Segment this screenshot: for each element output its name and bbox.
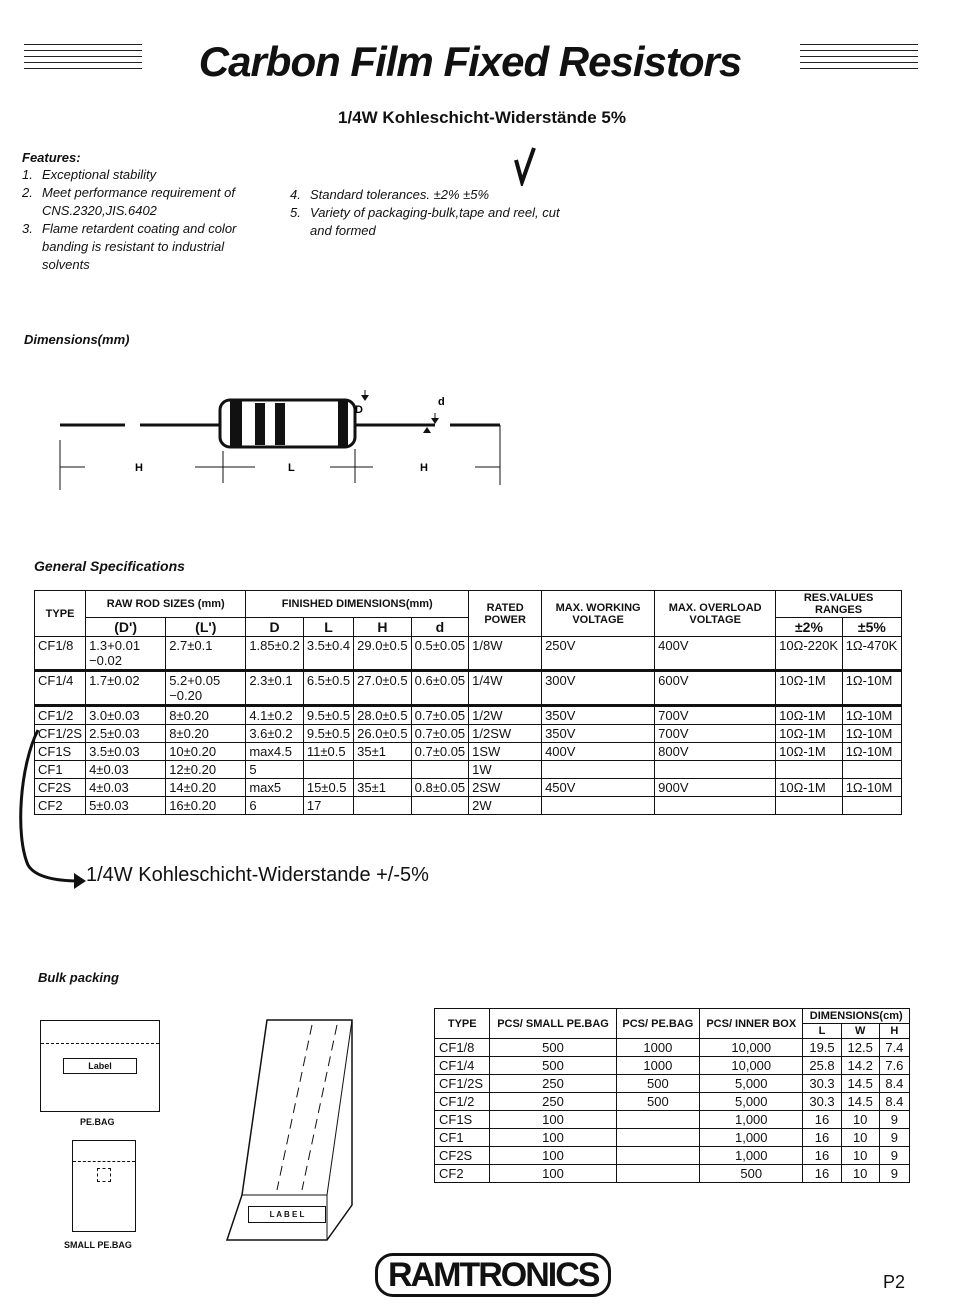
- cell-type: CF1: [35, 761, 86, 779]
- col-dimensions: DIMENSIONS(cm): [803, 1009, 910, 1024]
- cell-inner: 500: [700, 1165, 803, 1183]
- cell-power: 2W: [469, 797, 542, 815]
- table-row: [35, 779, 902, 797]
- cell-type: CF1/4: [35, 671, 86, 706]
- cell-W: 14.5: [841, 1093, 879, 1111]
- cell-r5: 1Ω-10M: [842, 706, 901, 725]
- cell-r5: 1Ω-10M: [842, 779, 901, 797]
- cell-Lrod: 8±0.20: [166, 725, 246, 743]
- cell-Drod: 4±0.03: [86, 761, 166, 779]
- cell-d: 0.6±0.05: [411, 671, 469, 706]
- table-row: [35, 637, 902, 671]
- pe-bag-illustration: [40, 1020, 160, 1112]
- cell-H: 9: [879, 1165, 909, 1183]
- table-row-highlighted: [35, 671, 902, 706]
- col-tol5: ±5%: [842, 618, 901, 637]
- cell-L: 6.5±0.5: [303, 671, 353, 706]
- cell-W: 10: [841, 1147, 879, 1165]
- cell-work: 400V: [542, 743, 655, 761]
- cell-r5: [842, 761, 901, 779]
- col-d: d: [411, 618, 469, 637]
- pe-bag-label: Label: [63, 1058, 137, 1074]
- dim-label-H-left: H: [135, 462, 143, 474]
- col-D-rod: (D'): [86, 618, 166, 637]
- features-left-list: [22, 166, 272, 274]
- cell-work: 450V: [542, 779, 655, 797]
- col-pe-bag: PCS/ PE.BAG: [616, 1009, 700, 1039]
- cell-d: 0.8±0.05: [411, 779, 469, 797]
- box-label: L A B E L: [248, 1206, 326, 1223]
- cell-type: CF1: [435, 1129, 490, 1147]
- cell-pe: 500: [616, 1093, 700, 1111]
- cell-W: 12.5: [841, 1039, 879, 1057]
- cell-r5: [842, 797, 901, 815]
- col-type: TYPE: [435, 1009, 490, 1039]
- cell-type: CF1/4: [435, 1057, 490, 1075]
- col-raw-rod: RAW ROD SIZES (mm): [86, 591, 246, 618]
- dim-label-d: d: [438, 396, 445, 408]
- cell-W: 14.2: [841, 1057, 879, 1075]
- cell-H: 26.0±0.5: [354, 725, 412, 743]
- cell-Lrod: 5.2+0.05 −0.20: [166, 671, 246, 706]
- col-W: W: [841, 1024, 879, 1039]
- bulk-packing-table: [434, 1008, 910, 1183]
- cell-Drod: 5±0.03: [86, 797, 166, 815]
- page-number: P2: [883, 1272, 906, 1292]
- cell-small: 100: [490, 1165, 616, 1183]
- handwritten-note: 1/4W Kohleschicht-Widerstande +/-5%: [86, 864, 429, 886]
- cell-d: [411, 797, 469, 815]
- cell-over: [655, 761, 776, 779]
- cell-pe: [616, 1147, 700, 1165]
- cell-H: 35±1: [354, 779, 412, 797]
- cell-type: CF1/2S: [35, 725, 86, 743]
- cell-pe: [616, 1129, 700, 1147]
- cell-type: CF1/8: [435, 1039, 490, 1057]
- col-L: L: [303, 618, 353, 637]
- cell-L: 16: [803, 1111, 841, 1129]
- cell-d: 0.5±0.05: [411, 637, 469, 671]
- cell-L: 30.3: [803, 1093, 841, 1111]
- cell-L: 30.3: [803, 1075, 841, 1093]
- cell-power: 1/2W: [469, 706, 542, 725]
- cell-small: 100: [490, 1147, 616, 1165]
- cell-over: 800V: [655, 743, 776, 761]
- col-H: H: [879, 1024, 909, 1039]
- table-row: [435, 1057, 910, 1075]
- cell-H: 29.0±0.5: [354, 637, 412, 671]
- cell-Drod: 3.5±0.03: [86, 743, 166, 761]
- cell-small: 500: [490, 1039, 616, 1057]
- cell-small: 250: [490, 1093, 616, 1111]
- page-subtitle: 1/4W Kohleschicht-Widerstände 5%: [338, 108, 626, 127]
- title-rule-right: [800, 44, 918, 76]
- table-row: [35, 797, 902, 815]
- cell-H: [354, 761, 412, 779]
- cell-type: CF2: [35, 797, 86, 815]
- general-specs-table: [34, 590, 902, 815]
- table-row: [35, 725, 902, 743]
- feature-item: 2. Meet performance requirement of CNS.2320,JIS.6402: [22, 185, 235, 218]
- cell-D: 5: [246, 761, 304, 779]
- cell-over: [655, 797, 776, 815]
- table-row: [435, 1075, 910, 1093]
- cell-r2: [776, 797, 843, 815]
- cell-work: 250V: [542, 637, 655, 671]
- cell-Lrod: 8±0.20: [166, 706, 246, 725]
- cell-d: 0.7±0.05: [411, 706, 469, 725]
- dim-label-L: L: [288, 462, 295, 474]
- cell-Lrod: 14±0.20: [166, 779, 246, 797]
- title-rule-left: [24, 44, 142, 76]
- cell-inner: 10,000: [700, 1039, 803, 1057]
- cell-r2: [776, 761, 843, 779]
- cell-H: 9: [879, 1147, 909, 1165]
- col-D: D: [246, 618, 304, 637]
- cell-Drod: 3.0±0.03: [86, 706, 166, 725]
- col-max-overload: MAX. OVERLOAD VOLTAGE: [655, 591, 776, 637]
- col-inner-box: PCS/ INNER BOX: [700, 1009, 803, 1039]
- cell-D: 1.85±0.2: [246, 637, 304, 671]
- ramtronics-logo: RAMTRONICS: [375, 1256, 611, 1295]
- cell-type: CF1S: [435, 1111, 490, 1129]
- cell-pe: 500: [616, 1075, 700, 1093]
- features-heading: Features:: [22, 150, 81, 165]
- table-row: [435, 1111, 910, 1129]
- cell-pe: [616, 1165, 700, 1183]
- table-row: [435, 1093, 910, 1111]
- cell-r5: 1Ω-10M: [842, 725, 901, 743]
- cell-inner: 5,000: [700, 1075, 803, 1093]
- cell-pe: [616, 1111, 700, 1129]
- feature-item: 5. Variety of packaging-bulk,tape and reel, cut and formed: [290, 205, 560, 238]
- cell-over: 900V: [655, 779, 776, 797]
- table-row: [35, 761, 902, 779]
- cell-r5: 1Ω-470K: [842, 637, 901, 671]
- cell-L: 17: [303, 797, 353, 815]
- pe-bag-caption: PE.BAG: [80, 1117, 115, 1127]
- feature-item: 1. Exceptional stability: [22, 167, 157, 182]
- cell-L: [303, 761, 353, 779]
- cell-r2: 10Ω-220K: [776, 637, 843, 671]
- cell-work: 350V: [542, 706, 655, 725]
- cell-W: 14.5: [841, 1075, 879, 1093]
- cell-type: CF1/2: [35, 706, 86, 725]
- cell-L: 9.5±0.5: [303, 725, 353, 743]
- col-type: TYPE: [35, 591, 86, 637]
- cell-work: 300V: [542, 671, 655, 706]
- cell-power: 1SW: [469, 743, 542, 761]
- cell-W: 10: [841, 1129, 879, 1147]
- cell-D: 6: [246, 797, 304, 815]
- cell-r2: 10Ω-1M: [776, 706, 843, 725]
- cell-H: 27.0±0.5: [354, 671, 412, 706]
- small-pe-bag-illustration: [72, 1140, 136, 1232]
- cell-r2: 10Ω-1M: [776, 743, 843, 761]
- dim-label-D: D: [355, 404, 363, 416]
- cell-L: 19.5: [803, 1039, 841, 1057]
- cell-H: 8.4: [879, 1075, 909, 1093]
- cell-pe: 1000: [616, 1057, 700, 1075]
- cell-work: [542, 761, 655, 779]
- cell-L: 16: [803, 1147, 841, 1165]
- cell-H: 7.4: [879, 1039, 909, 1057]
- cell-Lrod: 2.7±0.1: [166, 637, 246, 671]
- cell-d: 0.7±0.05: [411, 743, 469, 761]
- cell-power: 2SW: [469, 779, 542, 797]
- cell-L: 16: [803, 1165, 841, 1183]
- cell-W: 10: [841, 1111, 879, 1129]
- cell-small: 500: [490, 1057, 616, 1075]
- table-row: [35, 743, 902, 761]
- cell-over: 400V: [655, 637, 776, 671]
- col-max-working: MAX. WORKING VOLTAGE: [542, 591, 655, 637]
- feature-item: 3. Flame retardent coating and color banding is resistant to industrial solvents: [22, 221, 237, 272]
- cell-H: [354, 797, 412, 815]
- cell-inner: 1,000: [700, 1147, 803, 1165]
- cell-inner: 5,000: [700, 1093, 803, 1111]
- cell-type: CF1/2: [435, 1093, 490, 1111]
- cell-d: 0.7±0.05: [411, 725, 469, 743]
- cell-type: CF1S: [35, 743, 86, 761]
- cell-H: 7.6: [879, 1057, 909, 1075]
- cell-work: [542, 797, 655, 815]
- col-H: H: [354, 618, 412, 637]
- cell-pe: 1000: [616, 1039, 700, 1057]
- resistor-dimension-diagram: [55, 385, 515, 495]
- col-L-rod: (L'): [166, 618, 246, 637]
- dim-label-H-right: H: [420, 462, 428, 474]
- cell-L: 16: [803, 1129, 841, 1147]
- col-res-values: RES.VALUES RANGES: [776, 591, 902, 618]
- cell-small: 100: [490, 1111, 616, 1129]
- table-row: [435, 1165, 910, 1183]
- cell-D: 2.3±0.1: [246, 671, 304, 706]
- cell-H: 9: [879, 1129, 909, 1147]
- cell-type: CF1/2S: [435, 1075, 490, 1093]
- cell-H: 9: [879, 1111, 909, 1129]
- cell-type: CF2S: [35, 779, 86, 797]
- cell-L: 11±0.5: [303, 743, 353, 761]
- cell-Lrod: 16±0.20: [166, 797, 246, 815]
- cell-H: 8.4: [879, 1093, 909, 1111]
- table-row: [435, 1147, 910, 1165]
- cell-r2: 10Ω-1M: [776, 779, 843, 797]
- cell-D: 4.1±0.2: [246, 706, 304, 725]
- cell-D: 3.6±0.2: [246, 725, 304, 743]
- cell-Drod: 1.7±0.02: [86, 671, 166, 706]
- cell-L: 3.5±0.4: [303, 637, 353, 671]
- cell-type: CF1/8: [35, 637, 86, 671]
- cell-inner: 1,000: [700, 1111, 803, 1129]
- cell-work: 350V: [542, 725, 655, 743]
- cell-r2: 10Ω-1M: [776, 671, 843, 706]
- page-title: Carbon Film Fixed Resistors: [198, 38, 742, 85]
- table-row: [435, 1129, 910, 1147]
- cell-power: 1W: [469, 761, 542, 779]
- checkmark-icon: [508, 146, 538, 186]
- cell-D: max4.5: [246, 743, 304, 761]
- table-row: [35, 706, 902, 725]
- cell-d: [411, 761, 469, 779]
- feature-item: 4. Standard tolerances. ±2% ±5%: [290, 187, 490, 202]
- cell-Drod: 4±0.03: [86, 779, 166, 797]
- cell-type: CF2S: [435, 1147, 490, 1165]
- cell-L: 25.8: [803, 1057, 841, 1075]
- cell-small: 100: [490, 1129, 616, 1147]
- cell-over: 700V: [655, 725, 776, 743]
- cell-type: CF2: [435, 1165, 490, 1183]
- col-tol2: ±2%: [776, 618, 843, 637]
- general-specs-heading: General Specifications: [34, 558, 185, 574]
- cell-D: max5: [246, 779, 304, 797]
- cell-r5: 1Ω-10M: [842, 743, 901, 761]
- cell-power: 1/8W: [469, 637, 542, 671]
- bulk-heading: Bulk packing: [38, 970, 119, 985]
- cell-over: 700V: [655, 706, 776, 725]
- cell-r2: 10Ω-1M: [776, 725, 843, 743]
- cell-H: 35±1: [354, 743, 412, 761]
- cell-L: 15±0.5: [303, 779, 353, 797]
- cell-over: 600V: [655, 671, 776, 706]
- col-small-pe-bag: PCS/ SMALL PE.BAG: [490, 1009, 616, 1039]
- dimensions-heading: Dimensions(mm): [24, 332, 130, 347]
- col-finished: FINISHED DIMENSIONS(mm): [246, 591, 469, 618]
- cell-Lrod: 12±0.20: [166, 761, 246, 779]
- cell-small: 250: [490, 1075, 616, 1093]
- cell-r5: 1Ω-10M: [842, 671, 901, 706]
- cell-H: 28.0±0.5: [354, 706, 412, 725]
- cell-L: 9.5±0.5: [303, 706, 353, 725]
- col-rated-power: RATED POWER: [469, 591, 542, 637]
- cell-inner: 1,000: [700, 1129, 803, 1147]
- cell-power: 1/2SW: [469, 725, 542, 743]
- features-right-list: [290, 186, 560, 240]
- annotation-arrow-icon: [10, 725, 90, 890]
- cell-inner: 10,000: [700, 1057, 803, 1075]
- cell-W: 10: [841, 1165, 879, 1183]
- col-L: L: [803, 1024, 841, 1039]
- cell-Lrod: 10±0.20: [166, 743, 246, 761]
- cell-power: 1/4W: [469, 671, 542, 706]
- cell-Drod: 2.5±0.03: [86, 725, 166, 743]
- small-pe-bag-caption: SMALL PE.BAG: [64, 1240, 132, 1250]
- table-row: [435, 1039, 910, 1057]
- cell-Drod: 1.3+0.01 −0.02: [86, 637, 166, 671]
